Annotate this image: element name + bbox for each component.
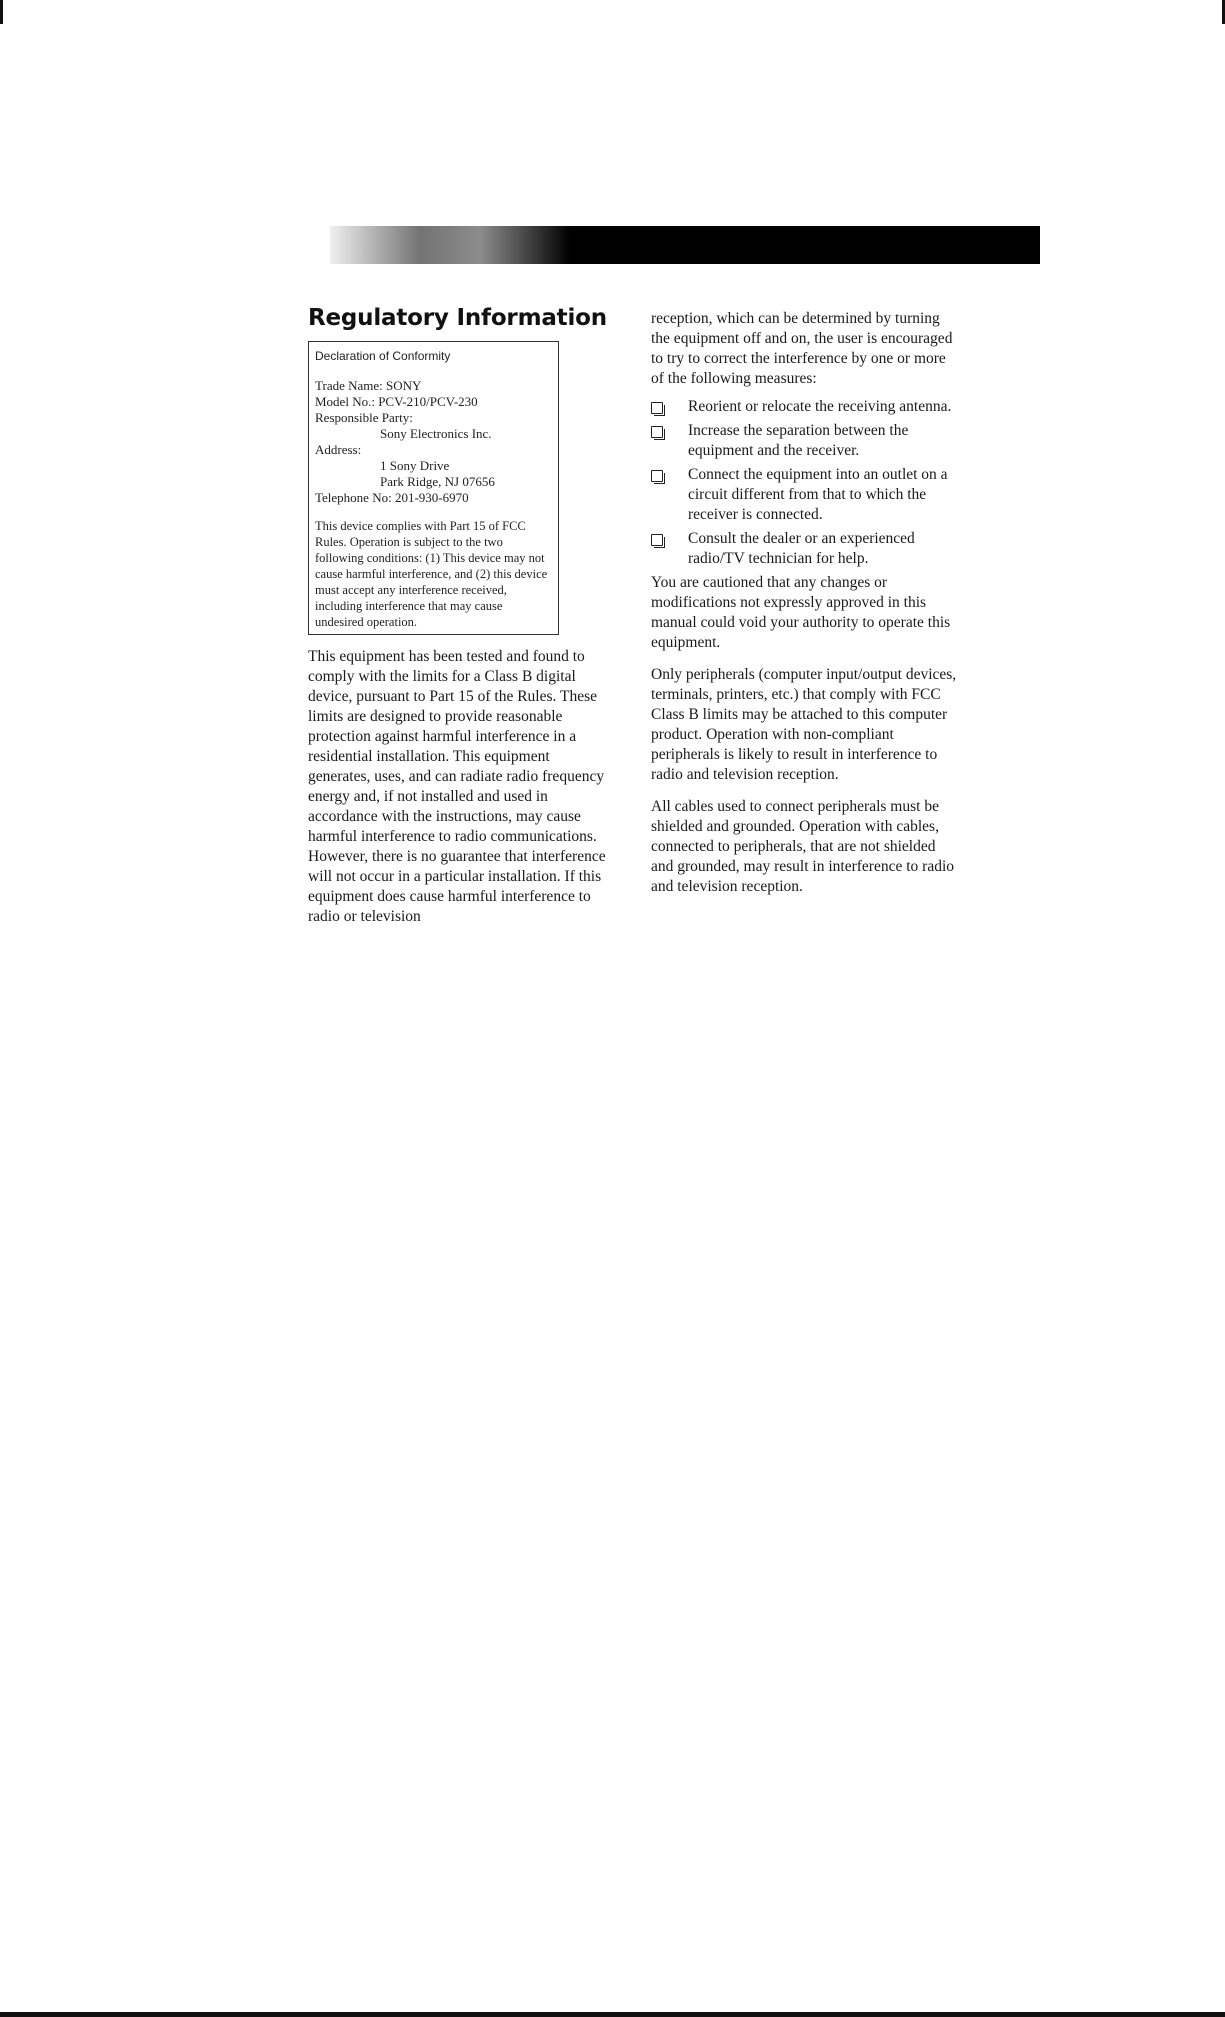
list-item — [651, 465, 961, 525]
list-item — [651, 397, 961, 417]
responsible-party-label: Responsible Party: — [315, 410, 413, 425]
measure-text: Connect the equipment into an outlet on a circuit different from that to which the receiver is connected. — [688, 466, 948, 523]
scan-edge-mark-left — [0, 0, 3, 24]
checkbox-bullet-icon — [651, 402, 663, 414]
address-label: Address: — [315, 442, 362, 457]
peripherals-paragraph: Only peripherals (computer input/output devices, terminals, printers, etc.) that comply with FCC Class B limits may be attached to this computer product. Operation with non-compliant peripherals is likely to result in interference to radio and television reception. — [651, 666, 957, 783]
reception-intro-paragraph: reception, which can be determined by turning the equipment off and on, the user is encouraged to try to correct the interference by one or more of the following measures: — [651, 310, 953, 387]
telephone-number: Telephone No: 201-930-6970 — [315, 490, 469, 505]
measure-text: Consult the dealer or an experienced radio/TV technician for help. — [688, 530, 915, 567]
model-number: Model No.: PCV-210/PCV-230 — [315, 394, 478, 409]
address-line-2: Park Ridge, NJ 07656 — [380, 474, 495, 489]
list-item — [651, 421, 961, 461]
declaration-of-conformity-box — [308, 341, 559, 635]
page-title: Regulatory Information — [308, 305, 607, 331]
declaration-heading: Declaration of Conformity — [315, 349, 451, 363]
responsible-party: Sony Electronics Inc. — [380, 426, 492, 441]
right-column — [651, 309, 961, 909]
section-header-bar — [330, 226, 1040, 264]
page-bottom-rule — [0, 2012, 1225, 2017]
compliance-statement: This device complies with Part 15 of FCC Rules. Operation is subject to the two following conditions: (1) This device may not cause harmful interference, and (2) this device must accept any interference received, including interference that may cause undesired operation. — [315, 519, 548, 629]
trade-name: Trade Name: SONY — [315, 378, 422, 393]
checkbox-bullet-icon — [651, 426, 663, 438]
list-item — [651, 529, 961, 569]
left-column — [308, 305, 614, 939]
measure-text: Increase the separation between the equipment and the receiver. — [688, 422, 909, 459]
measure-text: Reorient or relocate the receiving antenna. — [688, 398, 952, 415]
caution-paragraph: You are cautioned that any changes or modifications not expressly approved in this manual could void your authority to operate this equipment. — [651, 574, 951, 651]
testing-paragraph: This equipment has been tested and found to comply with the limits for a Class B digital device, pursuant to Part 15 of the Rules. These limits are designed to provide reasonable protection against harmful interference in a residential installation. This equipment generates, uses, and can radiate radio frequency energy and, if not installed and used in accordance with the instructions, may cause harmful interference to radio communications. However, there is no guarantee that interference will not occur in a particular installation. If this equipment does cause harmful interference to radio or television — [308, 648, 606, 925]
cables-paragraph: All cables used to connect peripherals must be shielded and grounded. Operation with cables, connected to peripherals, that are not shielded and grounded, may result in interference to radio and television reception. — [651, 798, 954, 895]
address-line-1: 1 Sony Drive — [380, 458, 450, 473]
checkbox-bullet-icon — [651, 470, 663, 482]
checkbox-bullet-icon — [651, 534, 663, 546]
corrective-measures-list — [651, 397, 961, 569]
